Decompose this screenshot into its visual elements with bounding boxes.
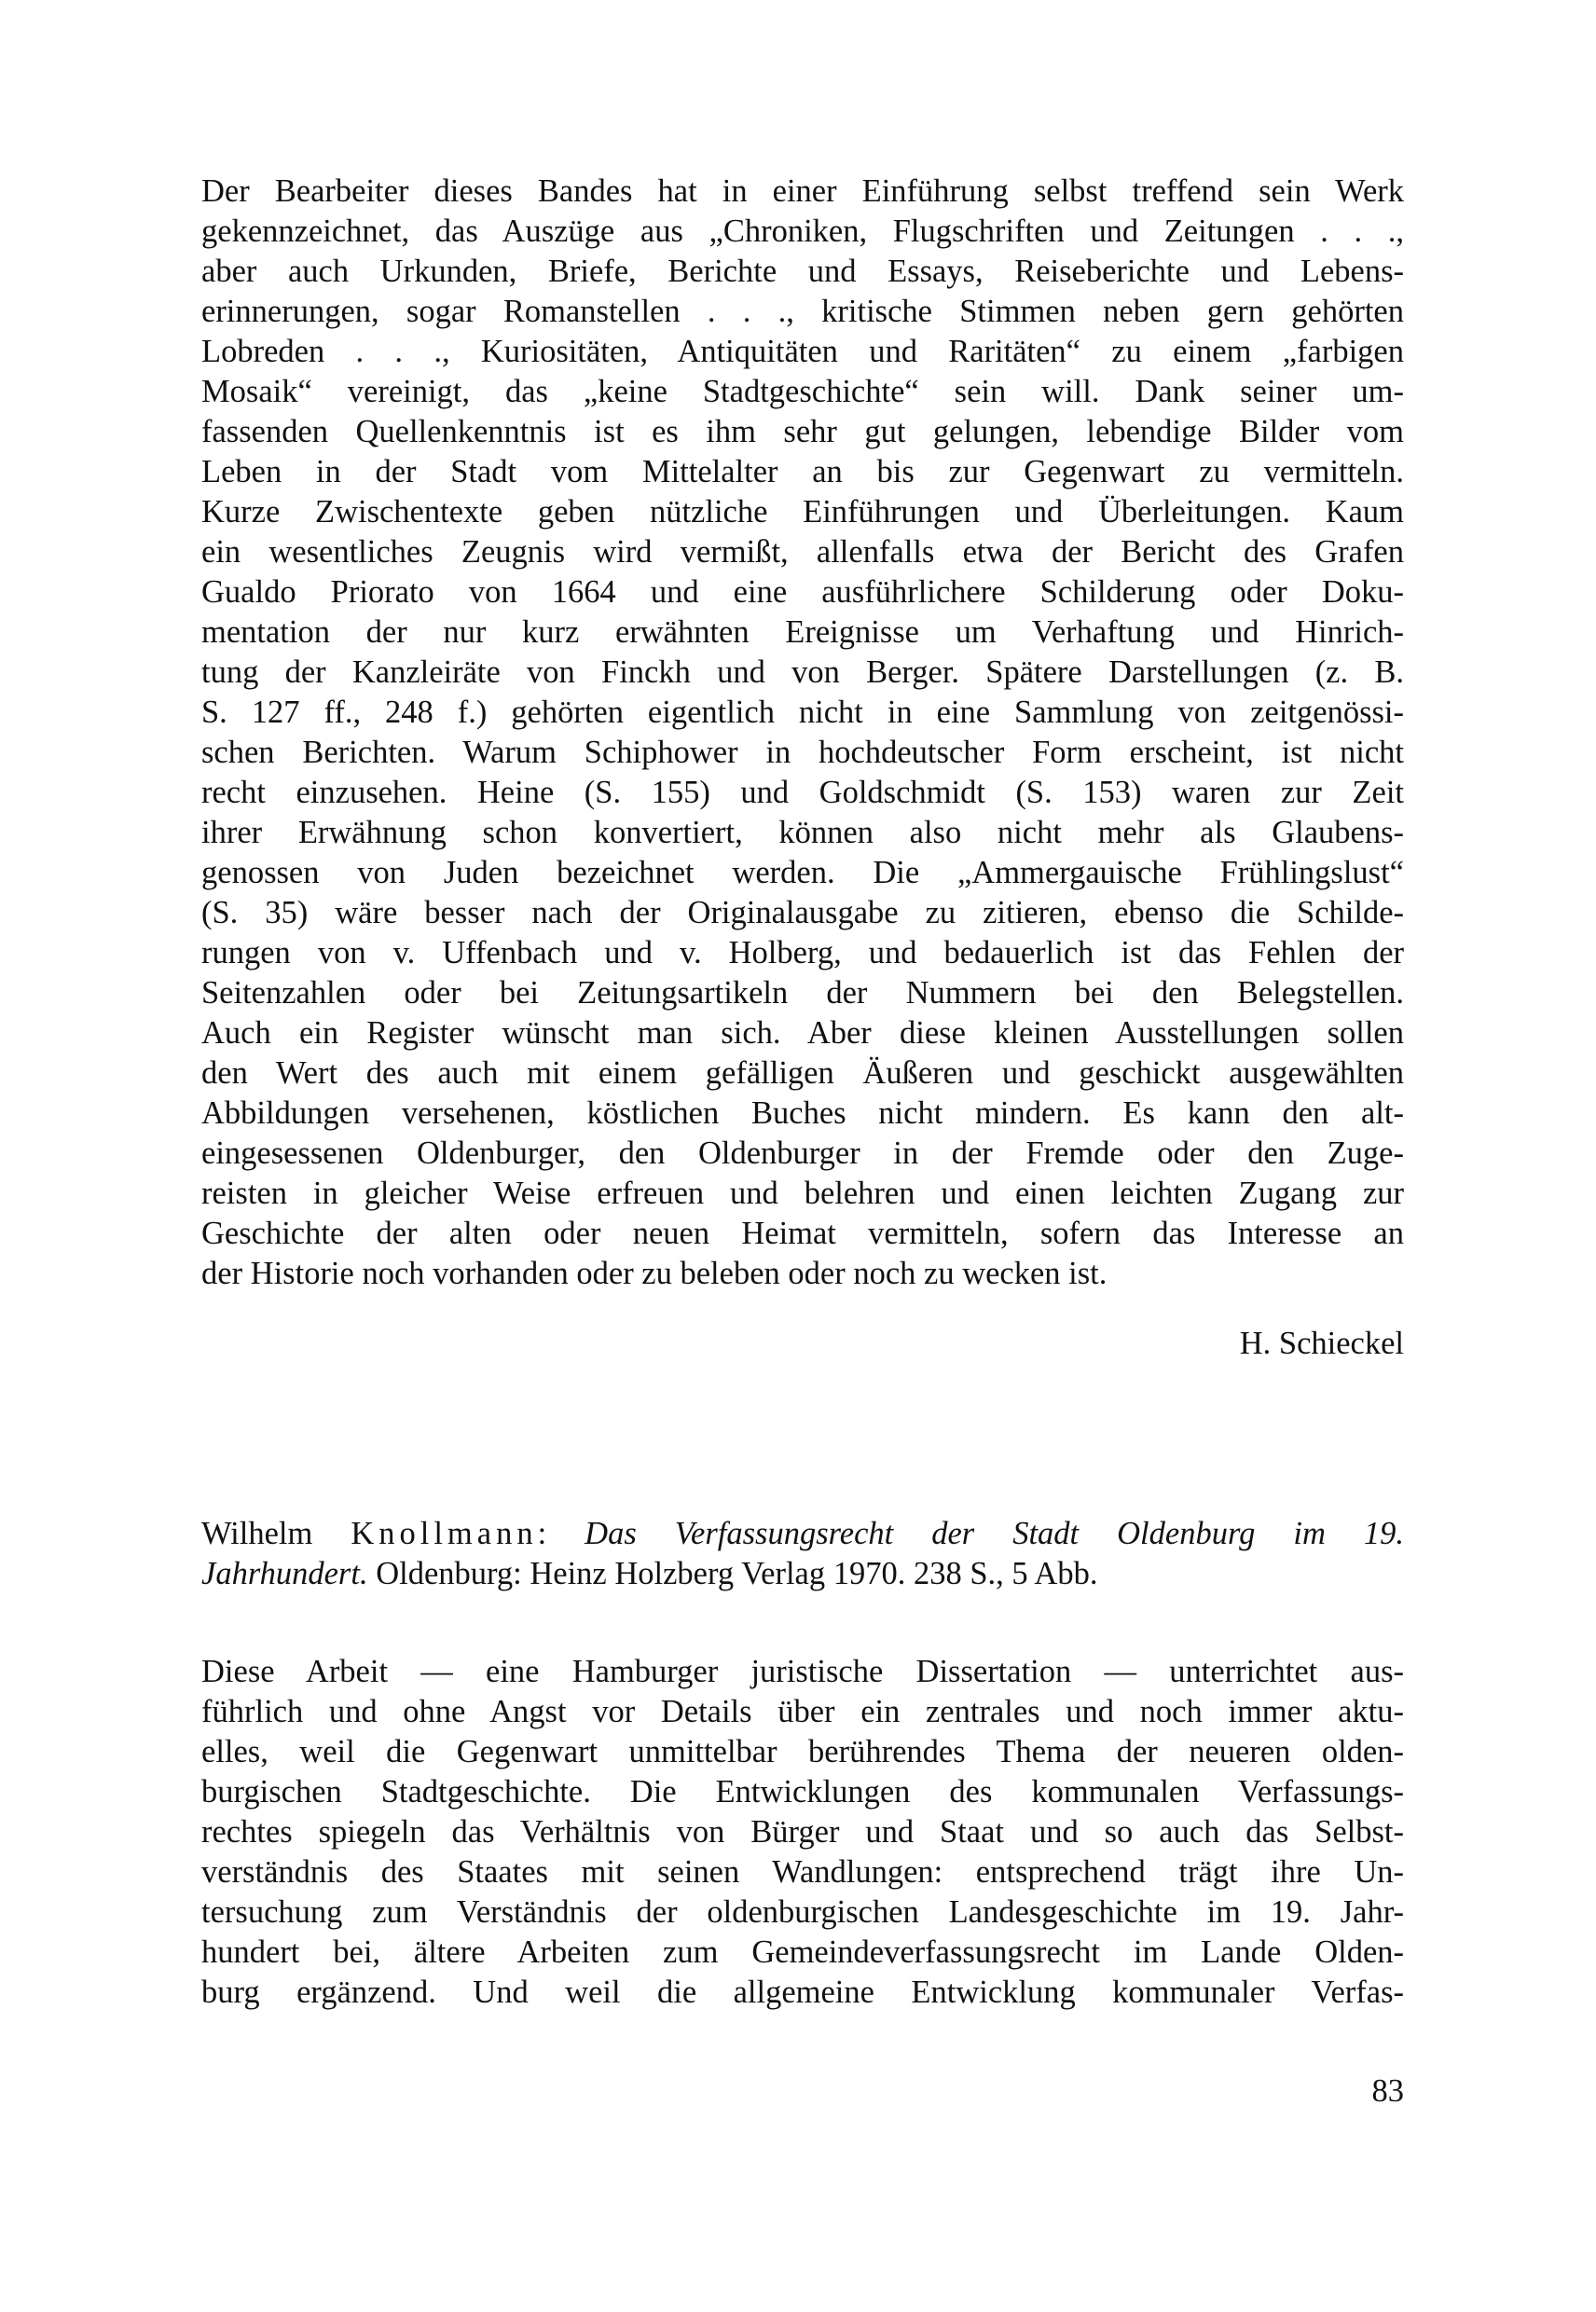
text-line: gekennzeichnet, das Auszüge aus „Chroniken, Flugschriften und Zeitungen . . ., <box>201 213 1404 249</box>
review-signature <box>201 1324 1404 1364</box>
text-line: mentation der nur kurz erwähnten Ereignisse um Verhaftung und Hinrich- <box>201 614 1404 650</box>
text-line: erinnerungen, sogar Romanstellen . . ., kritische Stimmen neben gern gehörten <box>201 294 1404 329</box>
review-text-schieckel <box>201 172 1404 1294</box>
text-line: rechtes spiegeln das Verhältnis von Bürger und Staat und so auch das Selbst- <box>201 1814 1404 1850</box>
text-line: aber auch Urkunden, Briefe, Berichte und Essays, Reiseberichte und Lebens- <box>201 254 1404 289</box>
text-line: Gualdo Priorato von 1664 und eine ausführlichere Schilderung oder Doku- <box>201 574 1404 610</box>
text-line: rungen von v. Uffenbach und v. Holberg, und bedauerlich ist das Fehlen der <box>201 935 1404 970</box>
text-line: führlich und ohne Angst vor Details über ein zentrales und noch immer aktu- <box>201 1694 1404 1729</box>
heading-line-1 <box>201 1514 1404 1554</box>
author-last-name: Knollmann <box>351 1516 538 1551</box>
text-line: Lobreden . . ., Kuriositäten, Antiquitäten und Raritäten“ zu einem „farbigen <box>201 334 1404 369</box>
text-line: fassenden Quellenkenntnis ist es ihm sehr gut gelungen, lebendige Bilder vom <box>201 414 1404 449</box>
review-heading-knollmann <box>201 1514 1404 1594</box>
text-line: Kurze Zwischentexte geben nützliche Einführungen und Überleitungen. Kaum <box>201 494 1404 530</box>
text-line: Diese Arbeit — eine Hamburger juristische Dissertation — unterrichtet aus- <box>201 1654 1404 1689</box>
text-line: ihrer Erwähnung schon konvertiert, können also nicht mehr als Glaubens- <box>201 815 1404 850</box>
heading-colon: : <box>537 1516 585 1551</box>
page-number: 83 <box>1371 2073 1404 2109</box>
text-line: hundert bei, ältere Arbeiten zum Gemeindeverfassungsrecht im Lande Olden- <box>201 1934 1404 1970</box>
text-line: der Historie noch vorhanden oder zu beleben oder noch zu wecken ist. <box>201 1256 1108 1291</box>
text-line: genossen von Juden bezeichnet werden. Die „Ammergauische Frühlingslust“ <box>201 855 1404 890</box>
text-line: Mosaik“ vereinigt, das „keine Stadtgeschichte“ sein will. Dank seiner um- <box>201 374 1404 409</box>
text-line: tung der Kanzleiräte von Finckh und von Berger. Spätere Darstellungen (z. B. <box>201 654 1404 690</box>
text-line: S. 127 ff., 248 f.) gehörten eigentlich nicht in eine Sammlung von zeitgenössi- <box>201 695 1404 730</box>
text-line: schen Berichten. Warum Schiphower in hochdeutscher Form erscheint, ist nicht <box>201 735 1404 770</box>
book-title-part-1: Das Verfassungsrecht der Stadt Oldenburg im 19. <box>585 1516 1404 1551</box>
text-line: burg ergänzend. Und weil die allgemeine Entwicklung kommunaler Verfas- <box>201 1975 1404 2010</box>
heading-line-2 <box>201 1554 1404 1594</box>
text-line: eingesessenen Oldenburger, den Oldenburger in der Fremde oder den Zuge- <box>201 1135 1404 1171</box>
text-line: den Wert des auch mit einem gefälligen Äußeren und geschickt ausgewählten <box>201 1055 1404 1091</box>
text-line: reisten in gleicher Weise erfreuen und belehren und einen leichten Zugang zur <box>201 1176 1404 1211</box>
book-title-part-2: Jahrhundert. <box>201 1556 368 1591</box>
text-line: Der Bearbeiter dieses Bandes hat in einer Einführung selbst treffend sein Werk <box>201 173 1404 209</box>
text-line: recht einzusehen. Heine (S. 155) und Goldschmidt (S. 153) waren zur Zeit <box>201 775 1404 810</box>
text-line: verständnis des Staates mit seinen Wandlungen: entsprechend trägt ihre Un- <box>201 1854 1404 1890</box>
author-first-name: Wilhelm <box>201 1516 351 1551</box>
signature-text: H. Schieckel <box>1239 1326 1404 1361</box>
text-line: (S. 35) wäre besser nach der Originalausgabe zu zitieren, ebenso die Schilde- <box>201 895 1404 930</box>
text-line: Abbildungen versehenen, köstlichen Buches nicht mindern. Es kann den alt- <box>201 1095 1404 1131</box>
review-text-knollmann <box>201 1652 1404 2013</box>
text-line: Seitenzahlen oder bei Zeitungsartikeln der Nummern bei den Belegstellen. <box>201 975 1404 1011</box>
text-line: ein wesentliches Zeugnis wird vermißt, allenfalls etwa der Bericht des Grafen <box>201 534 1404 570</box>
text-line: Auch ein Register wünscht man sich. Aber diese kleinen Ausstellungen sollen <box>201 1015 1404 1051</box>
text-line: burgischen Stadtgeschichte. Die Entwicklungen des kommunalen Verfassungs- <box>201 1774 1404 1810</box>
text-line: Leben in der Stadt vom Mittelalter an bis zur Gegenwart zu vermitteln. <box>201 454 1404 489</box>
text-line: tersuchung zum Verständnis der oldenburgischen Landesgeschichte im 19. Jahr- <box>201 1894 1404 1930</box>
text-line: Geschichte der alten oder neuen Heimat vermitteln, sofern das Interesse an <box>201 1216 1404 1251</box>
publication-info: Oldenburg: Heinz Holzberg Verlag 1970. 238 S., 5 Abb. <box>367 1556 1098 1591</box>
text-line: elles, weil die Gegenwart unmittelbar berührendes Thema der neueren olden- <box>201 1734 1404 1769</box>
